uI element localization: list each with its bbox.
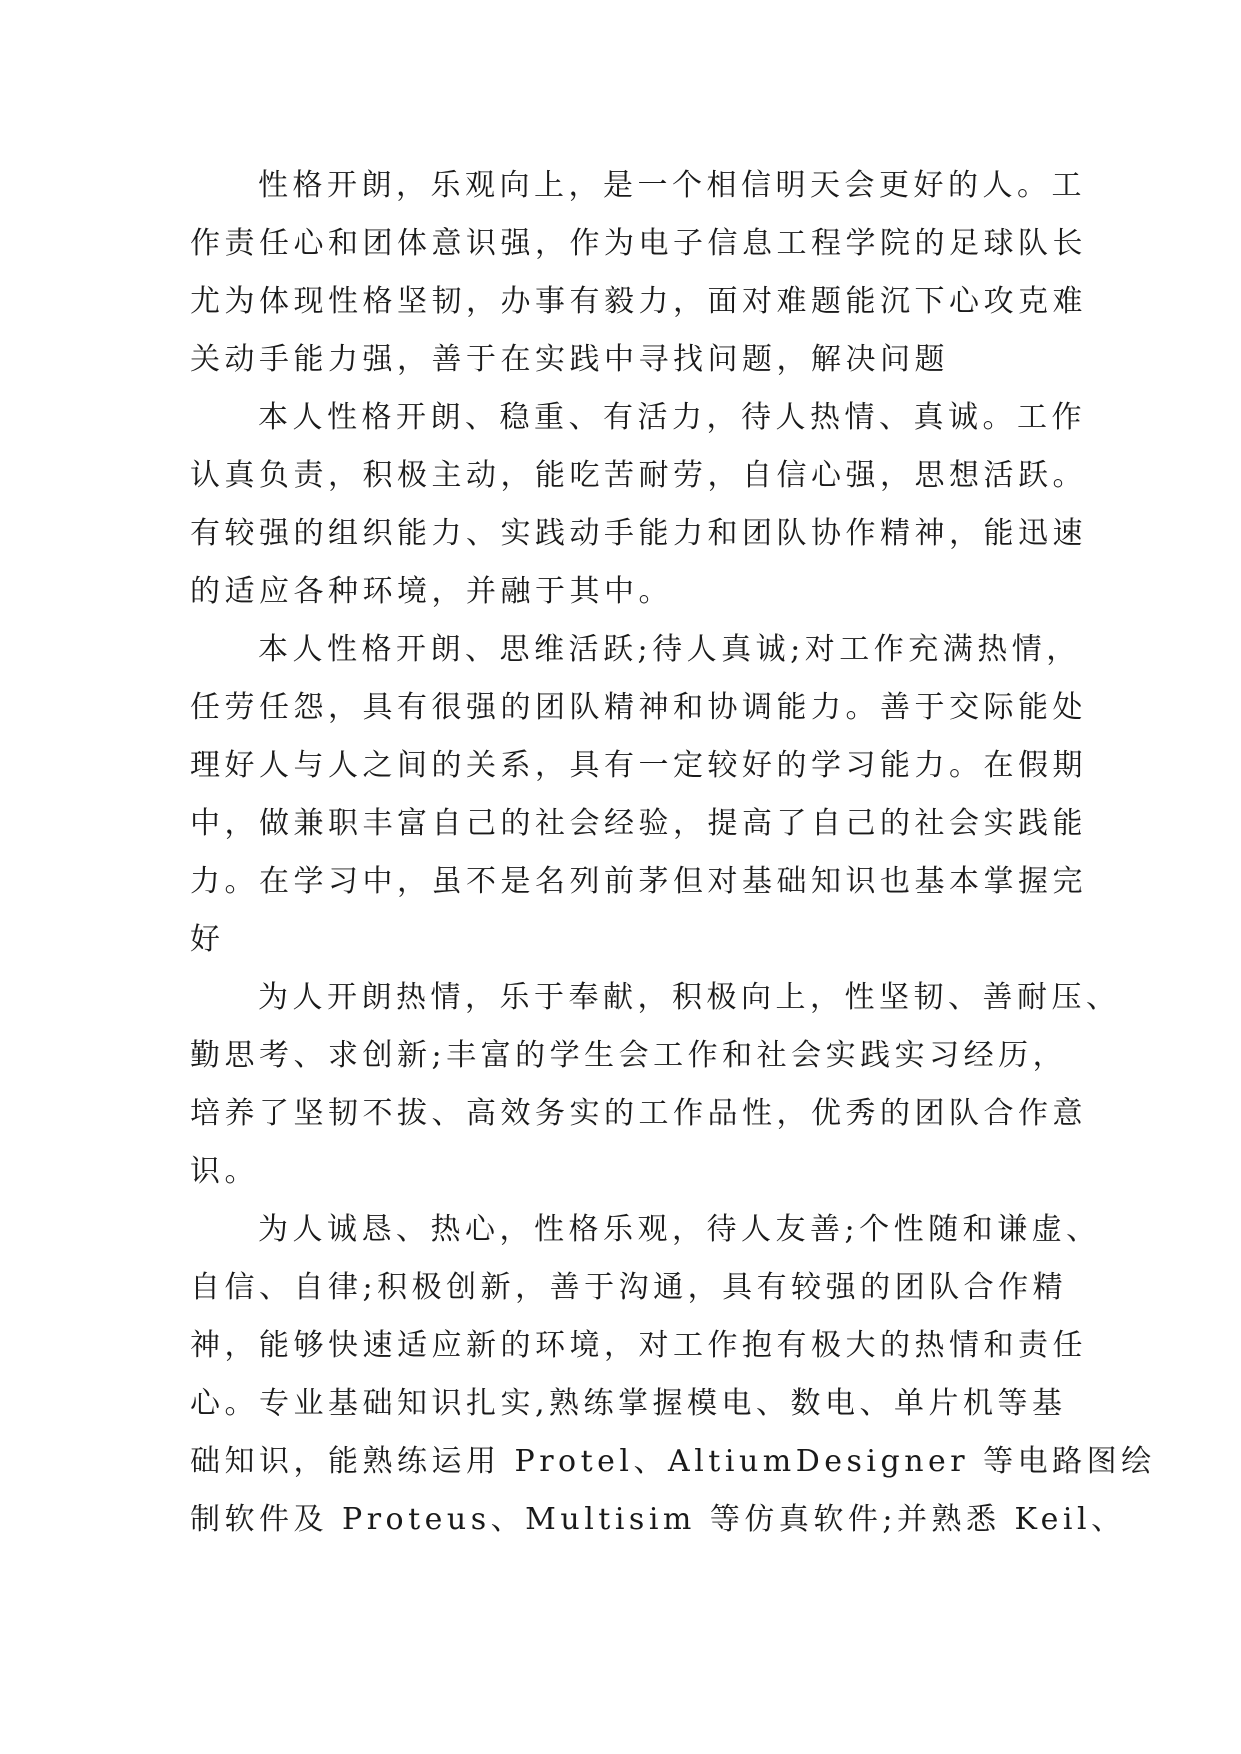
paragraph-1 [190,157,1090,389]
text-line: 本人性格开朗、稳重、有活力，待人热情、真诚。工作 [258,400,1086,435]
text-line: 础知识，能熟练运用 Protel、AltiumDesigner 等电路图绘 [190,1444,1156,1479]
text-line: 制软件及 Proteus、Multisim 等仿真软件;并熟悉 Keil、 [190,1502,1126,1537]
text-line: 心。专业基础知识扎实,熟练掌握模电、数电、单片机等基 [190,1386,1067,1421]
text-line: 好 [190,922,225,957]
text-line: 认真负责，积极主动，能吃苦耐劳，自信心强，思想活跃。 [190,458,1087,493]
text-line: 性格开朗，乐观向上，是一个相信明天会更好的人。工 [258,168,1086,203]
text-line: 任劳任怨，具有很强的团队精神和协调能力。善于交际能处 [190,690,1087,725]
text-line: 为人诚恳、热心，性格乐观，待人友善;个性随和谦虚、 [258,1212,1101,1247]
text-line: 识。 [190,1154,259,1189]
paragraph-3 [190,621,1090,969]
text-line: 神，能够快速适应新的环境，对工作抱有极大的热情和责任 [190,1328,1087,1363]
text-line: 中，做兼职丰富自己的社会经验，提高了自己的社会实践能 [190,806,1087,841]
text-line: 力。在学习中，虽不是名列前茅但对基础知识也基本掌握完 [190,864,1087,899]
text-line: 的适应各种环境，并融于其中。 [190,574,673,609]
text-line: 尤为体现性格坚韧，办事有毅力，面对难题能沉下心攻克难 [190,284,1087,319]
text-line: 勤思考、求创新;丰富的学生会工作和社会实践实习经历， [190,1038,1068,1073]
text-line: 培养了坚韧不拔、高效务实的工作品性，优秀的团队合作意 [190,1096,1087,1131]
text-line: 关动手能力强，善于在实践中寻找问题，解决问题 [190,342,949,377]
paragraph-4 [190,969,1121,1201]
text-line: 有较强的组织能力、实践动手能力和团队协作精神，能迅速 [190,516,1087,551]
text-line: 作责任心和团体意识强，作为电子信息工程学院的足球队长 [190,226,1087,261]
document-body [190,157,1156,1549]
text-line: 为人开朗热情，乐于奉献，积极向上，性坚韧、善耐压、 [258,980,1121,1015]
text-line: 理好人与人之间的关系，具有一定较好的学习能力。在假期 [190,748,1087,783]
paragraph-2 [190,389,1090,621]
text-line: 自信、自律;积极创新，善于沟通，具有较强的团队合作精 [190,1270,1068,1305]
text-line: 本人性格开朗、思维活跃;待人真诚;对工作充满热情， [258,632,1081,667]
paragraph-5 [190,1201,1156,1549]
